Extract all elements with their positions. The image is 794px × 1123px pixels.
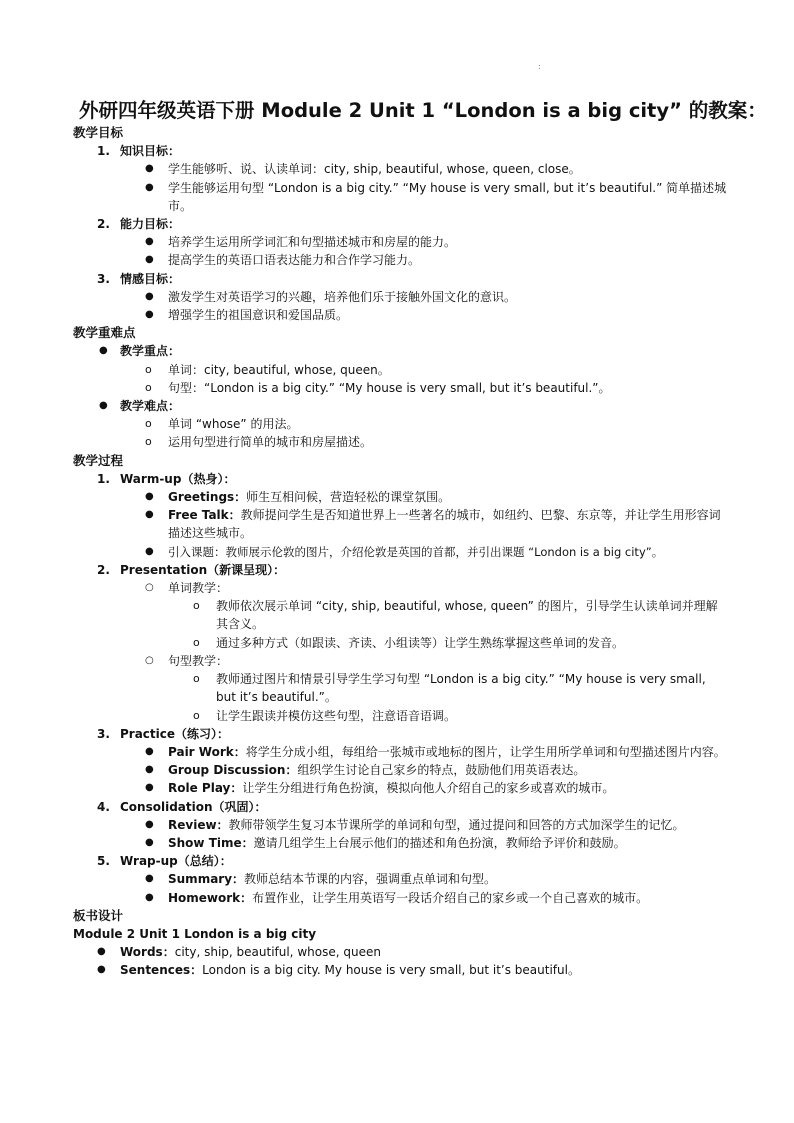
- circle-bullet-icon: ○: [145, 582, 154, 594]
- list-item: o 通过多种方式（如跟读、齐读、小组读等）让学生熟练掌握这些单词的发音。: [73, 634, 733, 652]
- bullet-icon: ●: [145, 836, 154, 848]
- bullet-icon: ●: [145, 545, 154, 557]
- list-item: ● 提高学生的英语口语表达能力和合作学习能力。: [73, 251, 733, 269]
- process-step-label: 2. Presentation（新课呈现）：: [97, 562, 286, 577]
- bullet-icon: ●: [145, 818, 154, 830]
- list-item: o 单词 “whose” 的用法。: [73, 415, 733, 433]
- list-item: o 教师依次展示单词 “city, ship, beautiful, whose, queen” 的图片，引导学生认读单词并理解其含义。: [193, 599, 718, 632]
- list-item: ● Greetings：师生互相问候，营造轻松的课堂氛围。: [73, 488, 733, 506]
- section-heading-board: 板书设计: [73, 907, 124, 923]
- circle-bullet-icon: o: [193, 672, 200, 686]
- process-step-label: 1. Warm-up（热身）：: [97, 471, 236, 486]
- list-item: ● 引入课题：教师展示伦敦的图片，介绍伦敦是英国的首都，并引出课题 “London is a big city”。: [73, 543, 733, 561]
- bullet-icon: ●: [145, 290, 154, 302]
- subgroup-label: ○ 句型教学：: [73, 652, 733, 670]
- list-item: ● 培养学生运用所学词汇和句型描述城市和房屋的能力。: [73, 233, 733, 251]
- bullet-icon: ●: [145, 309, 154, 321]
- list-item: ● Role Play：让学生分组进行角色扮演，模拟向他人介绍自己的家乡或喜欢的城市。: [73, 779, 733, 797]
- circle-bullet-icon: o: [145, 380, 152, 394]
- list-item: ● 激发学生对英语学习的兴趣，培养他们乐于接触外国文化的意识。: [73, 288, 733, 306]
- list-item: ● Pair Work：将学生分成小组，每组给一张城市或地标的图片，让学生用所学单词和句型描述图片内容。: [73, 743, 733, 761]
- document-body: [73, 124, 733, 980]
- list-item: o 运用句型进行简单的城市和房屋描述。: [73, 433, 733, 451]
- keypoint-group-label: ● 教学难点：: [73, 397, 733, 415]
- list-item: o 教师通过图片和情景引导学生学习句型 “London is a big city.” “My house is very small, but it’s beautiful.”。: [193, 672, 706, 705]
- list-item: ● 学生能够听、说、认读单词：city, ship, beautiful, whose, queen, close。: [73, 160, 733, 178]
- list-item: o 句型：“London is a big city.” “My house is very small, but it’s beautiful.”。: [73, 379, 733, 397]
- circle-bullet-icon: o: [193, 708, 200, 722]
- subgroup-label: ○ 单词教学：: [73, 579, 733, 597]
- bullet-icon: ●: [145, 891, 154, 903]
- bullet-icon: ●: [145, 764, 154, 776]
- bullet-icon: ●: [145, 236, 154, 248]
- section-heading-objectives: 教学目标: [73, 125, 124, 140]
- circle-bullet-icon: o: [145, 435, 152, 449]
- list-item: ● Summary：教师总结本节课的内容，强调重点单词和句型。: [73, 870, 733, 888]
- bullet-icon: ●: [145, 491, 154, 503]
- objective-group-label: 2. 能力目标：: [97, 217, 181, 232]
- bullet-icon: ●: [145, 163, 154, 175]
- list-item: ● Free Talk：教师提问学生是否知道世界上一些著名的城市，如纽约、巴黎、东京等，并让学生用形容词描述这些城市。: [145, 508, 721, 541]
- bullet-icon: ●: [145, 181, 154, 193]
- document-title: 外研四年级英语下册 Module 2 Unit 1 “London is a big city” 的教案：: [79, 99, 767, 122]
- process-step-label: 5. Wrap-up（总结）：: [97, 854, 232, 869]
- list-item: o 让学生跟读并模仿这些句型，注意语音语调。: [73, 707, 733, 725]
- circle-bullet-icon: o: [193, 635, 200, 649]
- section-heading-keypoints: 教学重难点: [73, 325, 136, 341]
- list-item: ● Homework：布置作业，让学生用英语写一段话介绍自己的家乡或一个自己喜欢的城市。: [73, 889, 733, 907]
- circle-bullet-icon: ○: [145, 654, 154, 666]
- objective-group-label: 3. 情感目标：: [97, 271, 181, 286]
- list-item: ● Show Time：邀请几组学生上台展示他们的描述和角色扮演，教师给予评价和鼓励。: [73, 834, 733, 852]
- circle-bullet-icon: o: [145, 362, 152, 376]
- section-heading-process: 教学过程: [73, 452, 124, 468]
- bullet-icon: ●: [99, 400, 108, 412]
- bullet-icon: ●: [97, 964, 106, 976]
- process-step-label: 4. Consolidation（巩固）：: [97, 799, 267, 814]
- circle-bullet-icon: o: [145, 417, 152, 431]
- bullet-icon: ●: [97, 946, 106, 958]
- list-item: ● 增强学生的祖国意识和爱国品质。: [73, 306, 733, 324]
- objective-group-label: 1. 知识目标：: [97, 144, 181, 159]
- header-mark: :: [538, 62, 541, 71]
- bullet-icon: ●: [145, 254, 154, 266]
- bullet-icon: ●: [145, 873, 154, 885]
- list-item: ● 学生能够运用句型 “London is a big city.” “My house is very small, but it’s beautiful.” 简单描述城市。: [145, 180, 727, 213]
- list-item: ● Words：city, ship, beautiful, whose, queen: [73, 943, 733, 961]
- list-item: ● Review：教师带领学生复习本节课所学的单词和句型，通过提问和回答的方式加深学生的记忆。: [73, 816, 733, 834]
- keypoint-group-label: ● 教学重点：: [73, 342, 733, 360]
- bullet-icon: ●: [99, 345, 108, 357]
- bullet-icon: ●: [145, 745, 154, 757]
- bullet-icon: ●: [145, 782, 154, 794]
- bullet-icon: ●: [145, 509, 154, 521]
- board-subtitle: Module 2 Unit 1 London is a big city: [73, 926, 317, 941]
- circle-bullet-icon: o: [193, 599, 200, 613]
- process-step-label: 3. Practice（练习）：: [97, 726, 230, 741]
- list-item: o 单词：city, beautiful, whose, queen。: [73, 361, 733, 379]
- list-item: ● Group Discussion：组织学生讨论自己家乡的特点，鼓励他们用英语表达。: [73, 761, 733, 779]
- list-item: ● Sentences：London is a big city. My house is very small, but it’s beautiful。: [73, 961, 733, 979]
